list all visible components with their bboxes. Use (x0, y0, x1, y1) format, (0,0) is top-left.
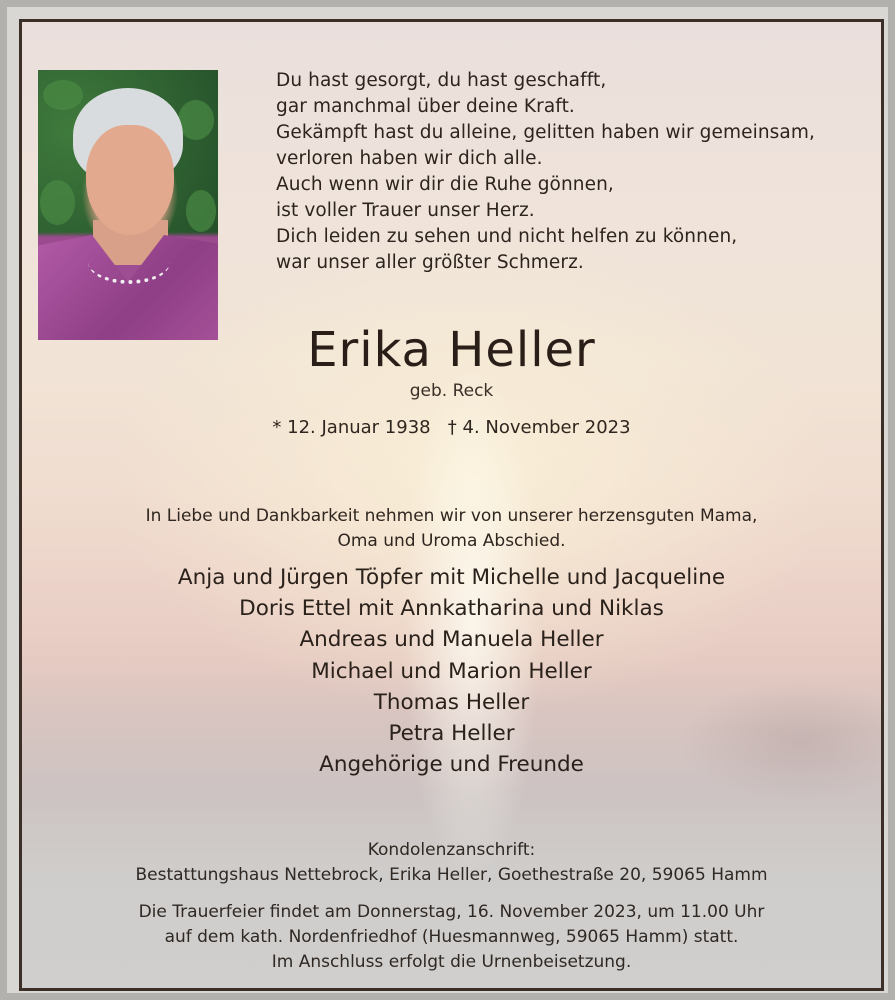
leaf-decoration (40, 180, 75, 225)
portrait-face (86, 125, 174, 235)
service-line: auf dem kath. Nordenfriedhof (Huesmannweg, 59065 Hamm) statt. (164, 927, 739, 947)
leaf-decoration (43, 80, 83, 110)
condolence-label: Kondolenzanschrift: (367, 840, 536, 860)
poem-line: Gekämpft hast du alleine, gelitten haben wir gemeinsam, (276, 122, 815, 143)
funeral-service-info (22, 900, 881, 975)
mourner-entry: Andreas und Manuela Heller (299, 627, 604, 653)
condolence-address-block (22, 838, 881, 888)
portrait-necklace (88, 240, 170, 284)
condolence-address: Bestattungshaus Nettebrock, Erika Heller, Goethestraße 20, 59065 Hamm (135, 865, 768, 885)
service-line: Die Trauerfeier findet am Donnerstag, 16. November 2023, um 11.00 Uhr (138, 902, 765, 922)
birth-name: geb. Reck (409, 381, 494, 401)
poem-line: verloren haben wir dich alle. (276, 148, 543, 169)
leaf-decoration (178, 100, 214, 140)
obituary-card (7, 7, 888, 993)
poem-line: Du hast gesorgt, du hast geschafft, (276, 70, 607, 91)
mourner-entry: Petra Heller (388, 721, 515, 747)
poem-line: war unser aller größter Schmerz. (276, 252, 584, 273)
poem-line: Auch wenn wir dir die Ruhe gönnen, (276, 174, 614, 195)
service-line: Im Anschluss erfolgt die Urnenbeisetzung. (271, 952, 632, 972)
mourner-entry: Michael und Marion Heller (311, 658, 592, 684)
mourner-entry: Thomas Heller (373, 689, 530, 715)
life-dates: * 12. Januar 1938 † 4. November 2023 (272, 417, 631, 438)
obituary-frame (19, 19, 884, 991)
poem-line: ist voller Trauer unser Herz. (276, 200, 535, 221)
poem-line: Dich leiden zu sehen und nicht helfen zu können, (276, 226, 738, 247)
intro-line: In Liebe und Dankbarkeit nehmen wir von unserer herzensguten Mama, (145, 506, 758, 526)
leaf-decoration (186, 190, 216, 232)
farewell-intro (22, 504, 881, 554)
portrait-photo (38, 70, 218, 340)
mourner-entry: Doris Ettel mit Annkatharina und Niklas (239, 596, 664, 622)
poem-line: gar manchmal über deine Kraft. (276, 96, 575, 117)
mourner-entry: Angehörige und Freunde (319, 752, 584, 778)
mourners-list (22, 562, 881, 780)
poem (276, 68, 815, 276)
intro-line: Oma und Uroma Abschied. (337, 531, 566, 551)
mourner-entry: Anja und Jürgen Töpfer mit Michelle und Jacqueline (177, 565, 726, 590)
deceased-name: Erika Heller (307, 322, 596, 378)
